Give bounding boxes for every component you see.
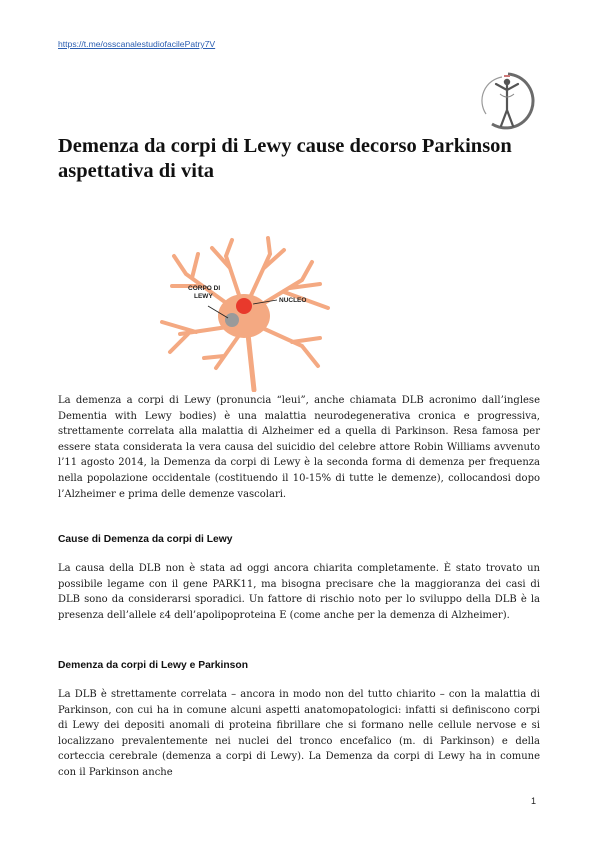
intro-paragraph: La demenza a corpi di Lewy (pronuncia “leui”, anche chiamata DLB acronimo dall’inglese Dementia with Lewy bodies) è una malattia neurodegenerativa cronica e progressiva, strettamente correlata alla malattia di Alzheimer ed a quella di Parkinson. Resa famosa per essere stata considerata la vera causa del suicidio del celebre attore Robin Williams avvenuto l’11 agosto 2014, la Demenza da corpi di Lewy è la seconda forma di demenza per frequenza nella popolazione occidentale (costituendo il 10-15% di tutte le demenze), collocandosi dopo l’Alzheimer e prima delle demenze vascolari. <box>58 395 540 500</box>
telegram-link[interactable]: https://t.me/osscanalestudiofacilePatry7V <box>58 39 216 49</box>
parkinson-paragraph: La DLB è strettamente correlata – ancora in modo non del tutto chiarito – con la malattia di Parkinson, con cui ha in comune alcuni aspetti anatomopatologici: infatti si definiscono corpi di Lewy dei depositi anomali di proteina fibrillare che si formano nelle cellule nervose e si localizzano prevalentemente nei nuclei del tronco encefalico (m. di Parkinson) e della corteccia cerebrale (demenza a corpi di Lewy). La Demenza da corpi di Lewy ha in comune con il Parkinson anche <box>58 689 540 778</box>
neuron-illustration <box>152 234 334 392</box>
heading-parkinson: Demenza da corpi di Lewy e Parkinson <box>58 660 248 671</box>
logo-icon <box>478 70 538 132</box>
cause-paragraph: La causa della DLB non è stata ad oggi ancora chiarita completamente. È stato trovato un possibile legame con il gene PARK11, ma bisogna precisare che la maggioranza dei casi di DLB sono da considerarsi sporadici. Un fattore di rischio noto per lo sviluppo della DLB è la presenza dell’allele ε4 dell’apolipoproteina E (come anche per la demenza di Alzheimer). <box>58 563 540 621</box>
label-nucleo: NUCLEO <box>279 297 307 304</box>
label-corpo-di-lewy: CORPO DI LEWY <box>188 285 221 300</box>
page-title: Demenza da corpi di Lewy cause decorso Parkinson aspettativa di vita <box>58 135 512 182</box>
page-number: 1 <box>531 796 537 806</box>
heading-cause: Cause di Demenza da corpi di Lewy <box>58 534 233 545</box>
